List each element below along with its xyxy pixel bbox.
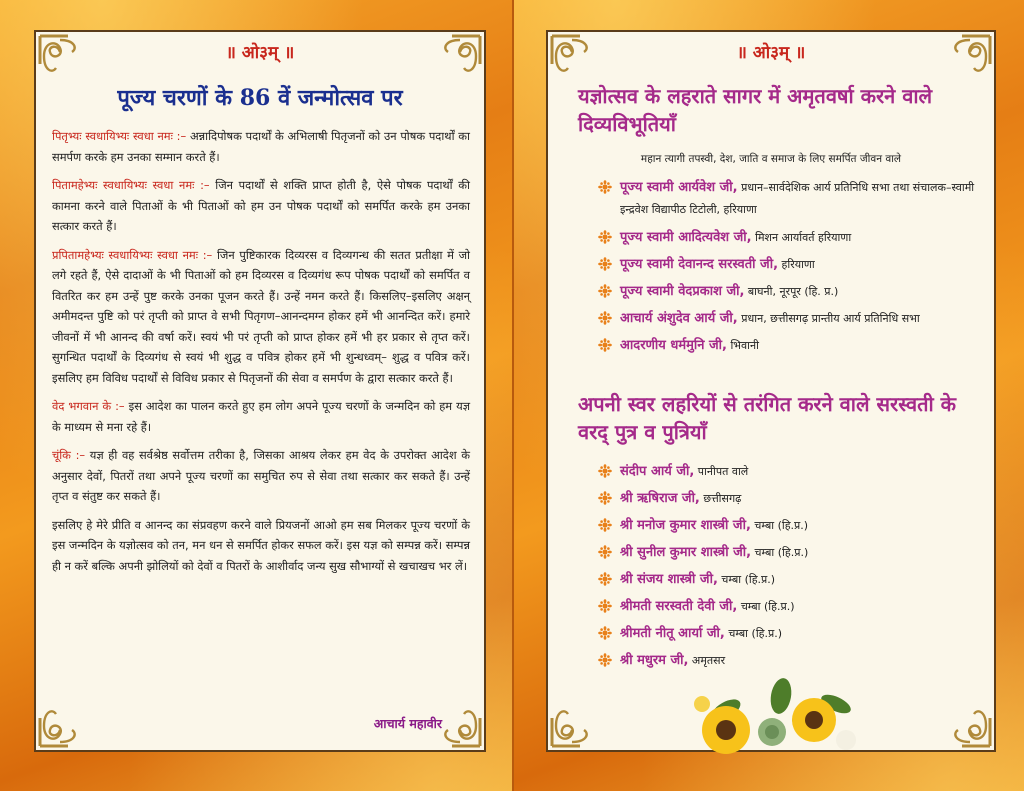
guest-name: पूज्य स्वामी आर्यवेश जी,: [620, 180, 738, 195]
page-title: पूज्य चरणों के 86 वें जन्मोत्सव पर: [117, 85, 403, 111]
left-card: [34, 30, 486, 752]
flower-bullet-icon: [598, 338, 612, 352]
right-page: [512, 0, 1024, 791]
singer-name: श्री सुनील कुमार शास्त्री जी,: [620, 545, 752, 560]
guest-detail: बाघनी, नूरपूर (हि. प्र.): [744, 285, 839, 298]
singer-name: श्री मधुरम जी,: [620, 653, 689, 668]
sunflower-bouquet-icon: [686, 674, 866, 754]
list-item: [596, 305, 984, 332]
guest-name: पूज्य स्वामी आदित्यवेश जी,: [620, 230, 752, 245]
flower-bullet-icon: [598, 311, 612, 325]
paragraph-text: अन्नादिपोषक पदार्थों के अभिलाषी पितृजनों को उन पोषक पदार्थों का समर्पण करके हम उनका सम्मान करते हैं।: [52, 129, 470, 164]
guest-name: पूज्य स्वामी देवानन्द सरस्वती जी,: [620, 257, 779, 272]
list-item: [596, 647, 984, 674]
flower-bullet-icon: [598, 180, 612, 194]
flower-bullet-icon: [598, 464, 612, 478]
flower-bullet-icon: [598, 653, 612, 667]
flower-bullet-icon: [598, 284, 612, 298]
ornamental-corner-icon: [550, 696, 602, 748]
singer-name: संदीप आर्य जी,: [620, 464, 695, 479]
list-item: [596, 485, 984, 512]
guest-detail: हरियाणा: [778, 258, 815, 271]
guests-subline: महान त्यागी तपस्वी, देश, जाति व समाज के लिए समर्पित जीवन वाले: [640, 153, 902, 165]
paragraph-lead: पितामहेभ्यः स्वधायिभ्यः स्वधा नमः :–: [52, 178, 210, 192]
guests-heading: यज्ञोत्सव के लहराते सागर में अमृतवर्षा करने वाले दिव्यविभूतियाँ: [578, 84, 933, 136]
singer-detail: चम्बा (हि.प्र.): [724, 627, 783, 640]
paragraph: [52, 126, 470, 167]
paragraph-text: इसलिए हे मेरे प्रीति व आनन्द का संप्रवहण करने वाले प्रियजनों आओ हम सब मिलकर पूज्य चरणों के इस जन्मदिन के यज्ञोत्सव को तन, मन धन से समर्पित होकर सफल करें। इस यज्ञ को सम्पन्न करें। सम्पन्न ही न करें बल्कि अपनी झोलियों को देवों व पितरों के आशीर्वाद जन्य सुख सौभाग्यों से खचाखच भर लें।: [52, 517, 470, 573]
list-item: [596, 224, 984, 251]
flower-bullet-icon: [598, 626, 612, 640]
guest-detail: प्रधान, छत्तीसगढ़ प्रान्तीय आर्य प्रतिनिधि सभा: [737, 312, 920, 325]
flower-bullet-icon: [598, 257, 612, 271]
paragraph: [52, 396, 470, 437]
singer-name: श्री संजय शास्त्री जी,: [620, 572, 718, 587]
guest-name: आचार्य अंशुदेव आर्य जी,: [620, 311, 738, 326]
singer-detail: चम्बा (हि.प्र.): [750, 519, 809, 532]
right-card: [546, 30, 996, 752]
singer-detail: अमृतसर: [688, 654, 726, 667]
singer-name: श्रीमती नीतू आर्या जी,: [620, 626, 725, 641]
singer-name: श्री मनोज कुमार शास्त्री जी,: [620, 518, 751, 533]
flower-bullet-icon: [598, 230, 612, 244]
guest-detail: मिशन आर्यावर्त हरियाणा: [751, 231, 852, 244]
ornamental-corner-icon: [38, 696, 90, 748]
paragraph-text: जिन पुष्टिकारक दिव्यरस व दिव्यगन्ध की सतत प्रतीक्षा में जो लगे रहते हैं, ऐसे दादाओं के भी पिताओं को हम दिव्यरस व दिव्यगंध रूप पोषक पदार्थों को समर्पित व वितरित कर हम उन्हें पुष्ट करके उनका पूजन करते हैं। उन्हें नमन करते हैं। किसलिए–इसलिए अक्षन् अमीमदन्त पुष्टि को परं तृप्ती को प्राप्त वे सभी पितृगण–आनन्दमग्न होकर हमें भी आनन्दित करें। हमारे जीवनों में भी आनन्द की वर्षा करें। स्वयं भी परं तृप्ती को प्राप्त होकर हमें भी हर प्रकार से तृप्त करें। सुगन्धित पदार्थों के दिव्यगंध से स्वयं भी शुद्ध व पवित्र होकर हमें भी शुन्धध्वम्– शुद्ध व पवित्र करें। इसलिए हम विविध पदार्थों से विविध प्रकार से पितृजनों की सेवा व समर्पण के द्वारा सत्कार करते हैं।: [52, 247, 471, 385]
paragraph: [52, 515, 470, 577]
list-item: [596, 458, 984, 485]
flower-bullet-icon: [598, 491, 612, 505]
singer-detail: पानीपत वाले: [694, 465, 749, 478]
paragraph-text: यज्ञ ही वह सर्वश्रेष्ठ सर्वोत्तम तरीका है, जिसका आश्रय लेकर हम वेद के उपरोक्त आदेश के अनुसार देवों, पितरों तथा अपने पूज्य चरणों का समुचित रुप से सेवा तथा सत्कार कर सकते हैं। उन्हें तृप्त व संतुष्ट कर सकते हैं।: [52, 448, 470, 503]
list-item: [596, 566, 984, 593]
paragraph: [52, 175, 470, 237]
om-heading: ॥ ओ३म् ॥: [736, 43, 806, 63]
paragraph-lead: वेद भगवान के :–: [52, 399, 125, 413]
guest-name: पूज्य स्वामी वेदप्रकाश जी,: [620, 284, 745, 299]
om-heading: ॥ ओ३म् ॥: [225, 43, 295, 63]
list-item: [596, 539, 984, 566]
list-item: [596, 593, 984, 620]
singer-name: श्रीमती सरस्वती देवी जी,: [620, 599, 738, 614]
flower-bullet-icon: [598, 518, 612, 532]
singer-name: श्री ऋषिराज जी,: [620, 491, 700, 506]
list-item: [596, 332, 984, 359]
list-item: [596, 174, 984, 224]
shloka-body: [52, 126, 470, 584]
singers-heading: अपनी स्वर लहरियों से तरंगित करने वाले सरस्वती के वरद् पुत्र व पुत्रियाँ: [578, 392, 957, 444]
singer-detail: चम्बा (हि.प्र.): [751, 546, 809, 559]
singer-detail: चम्बा (हि.प्र.): [737, 600, 795, 613]
paragraph-lead: पितृभ्यः स्वधायिभ्यः स्वधा नमः :–: [52, 129, 187, 143]
list-item: [596, 620, 984, 647]
ornamental-corner-icon: [940, 696, 992, 748]
guest-detail: भिवानी: [726, 339, 759, 352]
list-item: [596, 278, 984, 305]
paragraph-text: जिन पदार्थों से शक्ति प्राप्त होती है, ऐसे पोषक पदार्थों की कामना करने वाले पिताओं के भी पिताओं को हम उन पोषक पदार्थों को समर्पित करके हम उनका सत्कार करते हैं।: [52, 178, 470, 233]
paragraph: [52, 245, 470, 389]
paragraph: [52, 445, 470, 507]
signature: आचार्य महावीर: [373, 716, 442, 731]
flower-bullet-icon: [598, 572, 612, 586]
guests-list: [596, 174, 984, 359]
list-item: [596, 512, 984, 539]
flower-bullet-icon: [598, 599, 612, 613]
singer-detail: चम्बा (हि.प्र.): [717, 573, 776, 586]
paragraph-lead: चूंकि :–: [52, 448, 86, 462]
singer-detail: छत्तीसगढ़: [699, 492, 742, 505]
guest-detail: प्रधान–सार्वदेशिक आर्य प्रतिनिधि सभा तथा संचालक–स्वामी इन्द्रवेश विद्यापीठ टिटोली, हरियाणा: [620, 181, 975, 216]
flower-bullet-icon: [598, 545, 612, 559]
singers-list: [596, 458, 984, 674]
list-item: [596, 251, 984, 278]
paragraph-lead: प्रपितामहेभ्यः स्वधायिभ्यः स्वधा नमः :–: [52, 247, 213, 262]
guest-name: आदरणीय धर्ममुनि जी,: [620, 338, 727, 353]
paragraph-text: इस आदेश का पालन करते हुए हम लोग अपने पूज्य चरणों के जन्मदिन को हम यज्ञ के माध्यम से मना रहे हैं।: [52, 399, 470, 434]
